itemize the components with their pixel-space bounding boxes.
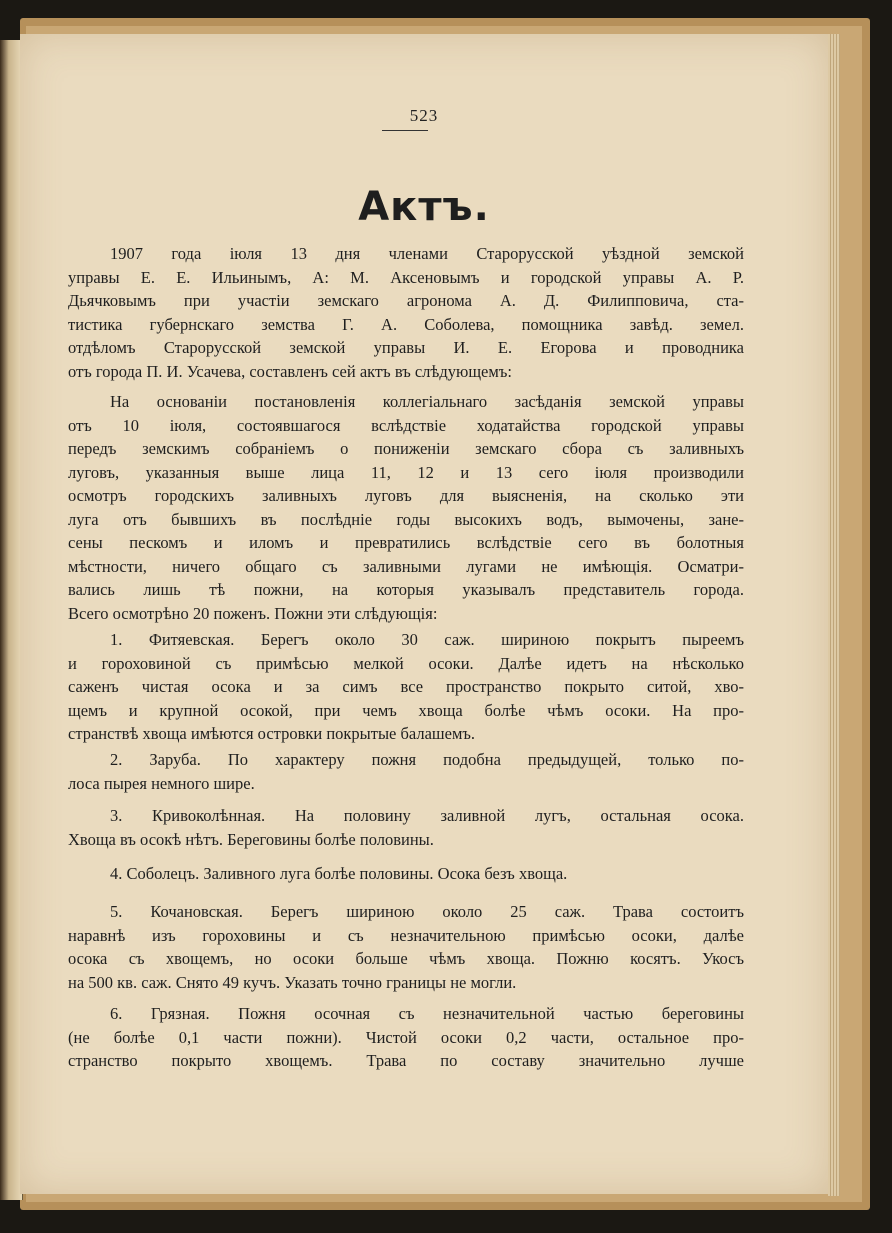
text-line: саженъ чистая осока и за симъ все пространство покрыто ситой, хво- [68, 677, 744, 696]
text-line: лоса пырея немного шире. [68, 773, 255, 793]
paragraph-item-2 [68, 748, 744, 795]
text-line: Всего осмотрѣно 20 поженъ. Пожни эти слѣдующія: [68, 603, 438, 623]
text-line: наравнѣ изъ гороховины и съ незначительною примѣсью осоки, далѣе [68, 925, 744, 945]
text-line: луговъ, указанныя выше лица 11, 12 и 13 сего іюля производили [68, 462, 744, 482]
page-number-rule [382, 130, 428, 131]
paragraph-item-5 [68, 900, 744, 994]
text-line: отъ города П. И. Усачева, составленъ сей актъ въ слѣдующемъ: [68, 361, 512, 381]
text-line: 3. Кривоколѣнная. На половину заливной лугъ, остальная осока. [110, 806, 744, 825]
text-line: и гороховиной съ примѣсью мелкой осоки. Далѣе идетъ на нѣсколько [68, 653, 744, 673]
page-number: 523 [409, 106, 439, 125]
text-line: На основаніи постановленія коллегіальнаго засѣданія земской управы [110, 392, 744, 411]
text-line: тистика губернскаго земства Г. А. Соболева, помощника завѣд. земел. [68, 314, 744, 334]
text-line: Хвоща въ осокѣ нѣтъ. Береговины болѣе половины. [68, 829, 434, 849]
text-line: (не болѣе 0,1 части пожни). Чистой осоки 0,2 части, остальное про- [68, 1027, 744, 1047]
text-line: отъ 10 іюля, состоявшагося вслѣдствіе ходатайства городской управы [68, 415, 744, 435]
text-line: щемъ и крупной осокой, при чемъ хвоща болѣе чѣмъ осоки. На про- [68, 700, 744, 720]
paragraph-intro [68, 242, 744, 383]
text-line: 5. Кочановская. Берегъ шириною около 25 саж. Трава состоитъ [110, 902, 744, 921]
page-stack-edge [828, 34, 840, 1196]
text-line: странство покрыто хвощемъ. Трава по составу значительно лучше [68, 1051, 744, 1070]
paragraph-basis [68, 390, 744, 625]
page-title: Актъ. [358, 184, 490, 230]
paragraph-item-1 [68, 628, 744, 746]
text-line: Дьячковымъ при участіи земскаго агронома А. Д. Филипповича, ста- [68, 291, 744, 310]
text-line: странствѣ хвоща имѣются островки покрытые балашемъ. [68, 724, 476, 743]
book-page [20, 34, 828, 1194]
paragraph-item-3 [68, 804, 744, 851]
text-line: 1907 года іюля 13 дня членами Старорусской уѣздной земской [110, 244, 744, 263]
text-line: сены пескомъ и иломъ и превратились вслѣдствіе сего въ болотныя [68, 533, 744, 552]
paragraph-item-6 [68, 1002, 744, 1073]
text-line: осмотръ городскихъ заливныхъ луговъ для выясненія, на сколько эти [68, 486, 744, 505]
text-line: 1. Фитяевская. Берегъ около 30 саж. шириною покрытъ пыреемъ [110, 630, 744, 649]
text-line: вались лишь тѣ пожни, на которыя указывалъ представитель города. [68, 580, 744, 599]
text-line: передъ земскимъ собраніемъ о пониженіи земскаго сбора съ заливныхъ [68, 439, 744, 458]
text-line: управы Е. Е. Ильинымъ, А: М. Аксеновымъ и городской управы А. Р. [68, 267, 744, 287]
text-line: 2. Заруба. По характеру пожня подобна предыдущей, только по- [110, 750, 744, 769]
text-line: 4. Соболецъ. Заливного луга болѣе половины. Осока безъ хвоща. [110, 864, 568, 883]
text-line: осока съ хвощемъ, но осоки больше чѣмъ хвоща. Пожню косятъ. Укосъ [68, 949, 744, 968]
text-line: отдѣломъ Старорусской земской управы И. Е. Егорова и проводника [68, 338, 744, 357]
text-line: на 500 кв. саж. Снято 49 кучъ. Указать точно границы не могли. [68, 972, 517, 992]
text-line: луга отъ бывшихъ въ послѣдніе годы высокихъ водъ, вымочены, зане- [68, 509, 744, 529]
paragraph-item-4 [68, 862, 744, 886]
text-line: мѣстности, ничего общаго съ заливными лугами не имѣющія. Осматри- [68, 556, 744, 576]
text-line: 6. Грязная. Пожня осочная съ незначительной частью береговины [110, 1004, 744, 1023]
